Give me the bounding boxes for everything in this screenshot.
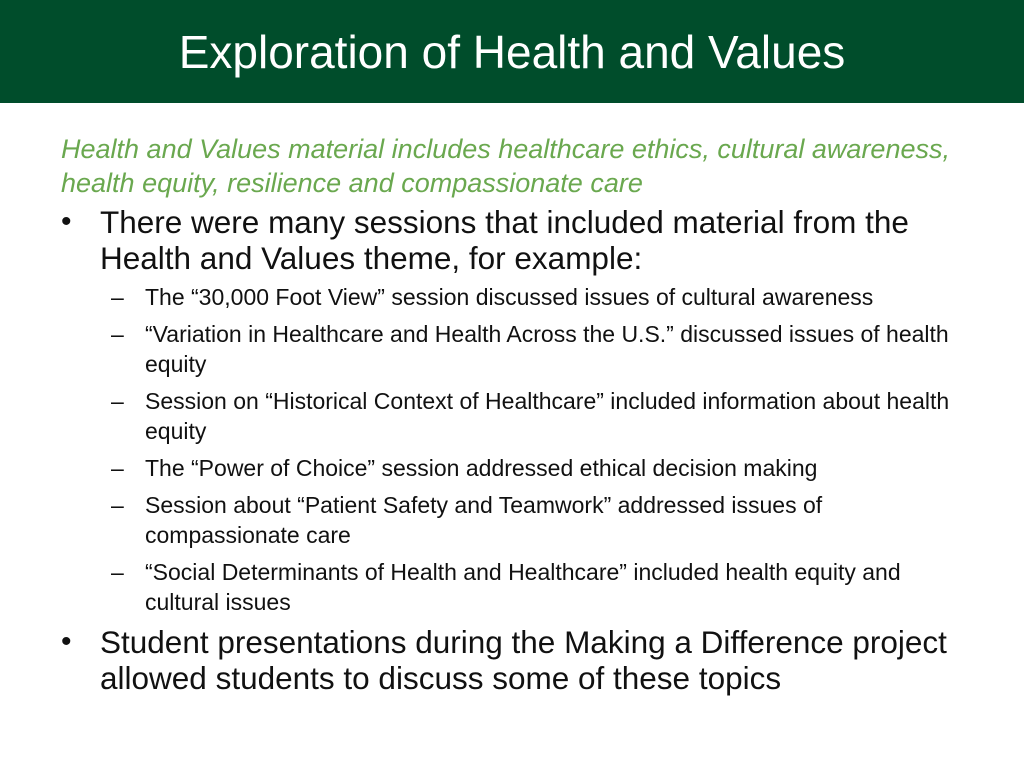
list-item [61,557,976,617]
list-item [61,453,976,483]
list-item-text: “Social Determinants of Health and Healthcare” included health equity and cultural issues [145,559,901,615]
dash-icon: – [111,455,124,481]
list-item-text: Session on “Historical Context of Healthcare” included information about health equity [145,388,950,444]
intro-text: Health and Values material includes healthcare ethics, cultural awareness, health equity, resilience and compassionate care [61,134,950,198]
bullet-text: Student presentations during the Making a Difference project allowed students to discuss some of these topics [100,624,947,696]
list-item-text: The “Power of Choice” session addressed ethical decision making [145,455,818,481]
list-item [61,282,976,312]
bullet-text: There were many sessions that included material from the Health and Values theme, for example: [100,204,909,276]
bullet-icon: • [61,625,72,658]
list-item [61,386,976,446]
bullet-sessions [61,204,976,276]
slide-content [61,132,976,742]
list-item-text: The “30,000 Foot View” session discussed issues of cultural awareness [145,284,874,310]
list-item-text: “Variation in Healthcare and Health Across the U.S.” discussed issues of health equity [145,321,949,377]
dash-icon: – [111,388,124,414]
bullet-icon: • [61,205,72,238]
list-item [61,490,976,550]
slide-title: Exploration of Health and Values [178,26,846,78]
dash-icon: – [111,559,124,585]
dash-icon: – [111,284,124,310]
session-list [61,282,976,617]
bullet-presentations [61,624,976,696]
title-bar [0,0,1024,103]
list-item [61,319,976,379]
dash-icon: – [111,321,124,347]
dash-icon: – [111,492,124,518]
list-item-text: Session about “Patient Safety and Teamwork” addressed issues of compassionate care [145,492,823,548]
